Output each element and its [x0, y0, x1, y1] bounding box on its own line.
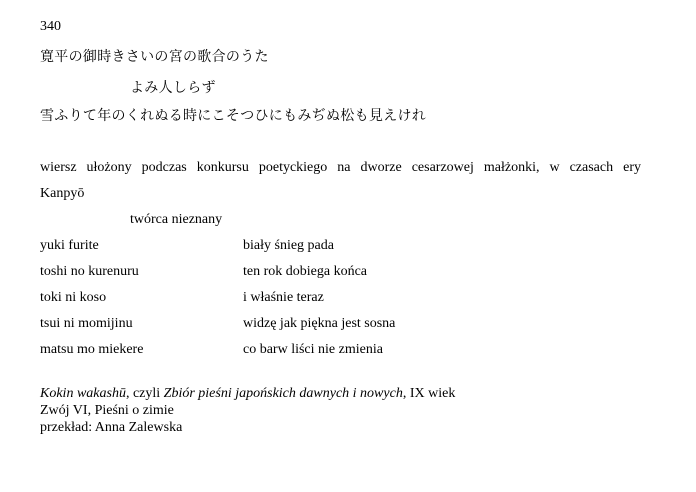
poem-row [0, 264, 696, 284]
japanese-title: 寛平の御時きさいの宮の歌合のうた [40, 49, 269, 65]
polish-creator: twórca nieznany [130, 212, 223, 227]
work-title: Kokin wakashū [40, 386, 126, 401]
source-citation [40, 386, 455, 402]
translation-line: i właśnie teraz [243, 290, 324, 305]
poem-row [0, 316, 696, 336]
translation-line: ten rok dobiega końca [243, 264, 368, 279]
work-subtitle: Zbiór pieśni japońskich dawnych i nowych [163, 386, 403, 401]
romaji-line: tsui ni momijinu [40, 316, 133, 331]
japanese-author: よみ人しらず [130, 80, 216, 96]
poem-row [0, 290, 696, 310]
translation-line: biały śnieg pada [243, 238, 334, 253]
translation-line: co barw liści nie zmienia [243, 342, 383, 357]
translation-line: widzę jak piękna jest sosna [243, 316, 396, 331]
japanese-poem: 雪ふりて年のくれぬる時にこそつひにもみぢぬ松も見えけれ [40, 108, 427, 124]
poem-number: 340 [40, 19, 61, 34]
poem-row [0, 238, 696, 258]
source-translator: przekład: Anna Zalewska [40, 420, 183, 435]
citation-century: , IX wiek [402, 386, 456, 401]
polish-description-era: Kanpyō [40, 186, 85, 201]
romaji-line: toshi no kurenuru [40, 264, 139, 279]
citation-connector: , czyli [125, 386, 164, 401]
romaji-line: toki ni koso [40, 290, 107, 305]
romaji-line: yuki furite [40, 238, 99, 253]
romaji-line: matsu mo miekere [40, 342, 144, 357]
poem-row [0, 342, 696, 362]
polish-description: wiersz ułożony podczas konkursu poetyckiego na dworze cesarzowej małżonki, w czasach ery [40, 160, 641, 175]
source-volume: Zwój VI, Pieśni o zimie [40, 403, 174, 418]
